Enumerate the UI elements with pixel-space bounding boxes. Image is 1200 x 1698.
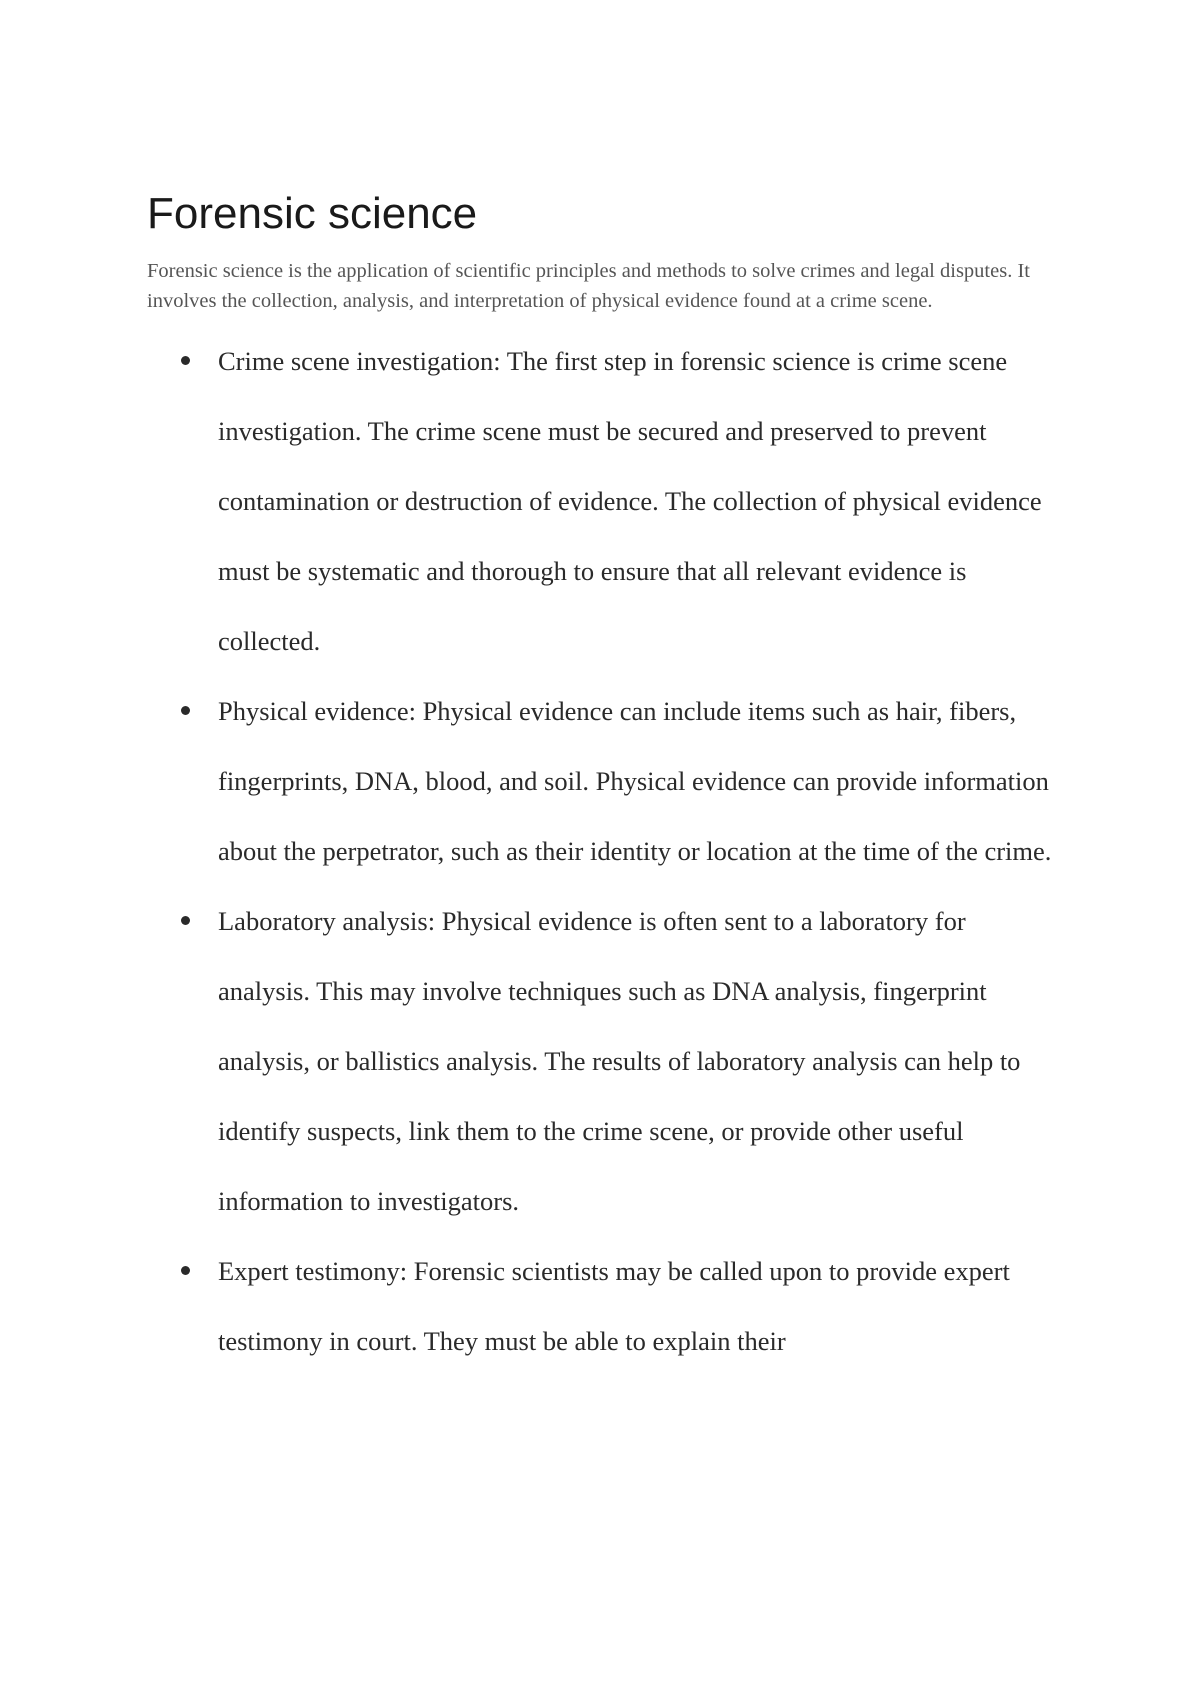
bullet-item-crime-scene-investigation — [147, 326, 1058, 676]
intro-paragraph: Forensic science is the application of scientific principles and methods to solve crimes and legal disputes. It involves the collection, analysis, and interpretation of physical evidence found at a crime scene. — [147, 260, 1030, 313]
bullet-item-laboratory-analysis — [147, 886, 1058, 1236]
bullet-item-expert-testimony — [147, 1236, 1058, 1376]
bullet-text: Physical evidence: Physical evidence can include items such as hair, fibers, fingerprints, DNA, blood, and soil. Physical evidence can provide information about the perpetrator, such as their identity or location at the time of the crime. — [218, 696, 1052, 867]
bullet-text: Laboratory analysis: Physical evidence is often sent to a laboratory for analysis. This may involve techniques such as DNA analysis, fingerprint analysis, or ballistics analysis. The results of laboratory analysis can help to identify suspects, link them to the crime scene, or provide other useful information to investigators. — [218, 906, 1021, 1217]
document-title: Forensic science — [147, 189, 478, 238]
bullet-dot-icon — [181, 706, 190, 715]
bullet-text: Expert testimony: Forensic scientists may be called upon to provide expert testimony in court. They must be able to explain their — [218, 1256, 1010, 1357]
bullet-dot-icon — [181, 1266, 190, 1275]
document-content — [147, 190, 1067, 1376]
bullet-item-physical-evidence — [147, 676, 1058, 886]
bullet-dot-icon — [181, 356, 190, 365]
bullet-dot-icon — [181, 916, 190, 925]
bullet-text: Crime scene investigation: The first step in forensic science is crime scene investigation. The crime scene must be secured and preserved to prevent contamination or destruction of evidence. The collection of physical evidence must be systematic and thorough to ensure that all relevant evidence is collected. — [218, 346, 1042, 657]
bullet-list — [147, 326, 1067, 1376]
